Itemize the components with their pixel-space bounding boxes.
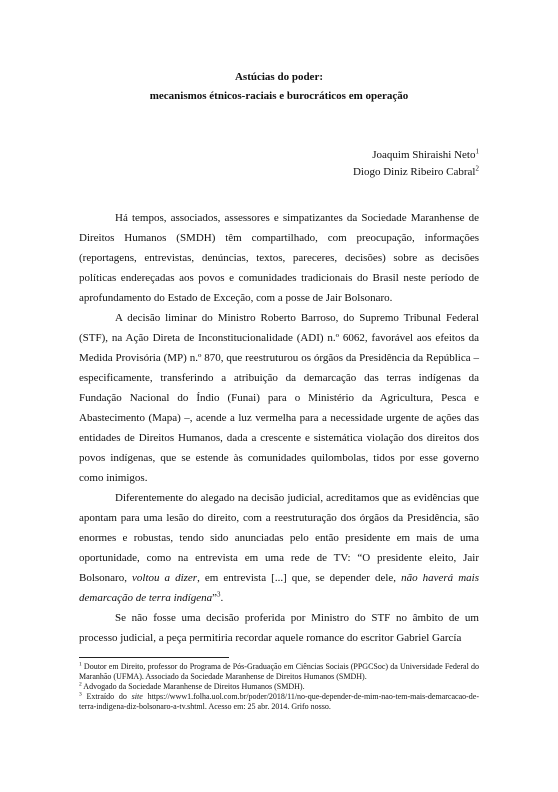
paragraph-4: Se não fosse uma decisão proferida por Ministro do STF no âmbito de um processo judicial, a peça permitiria recordar aquele romance do escritor Gabriel García	[79, 612, 479, 644]
paragraph-3-text-b: , em entrevista [...] que, se depender dele,	[197, 572, 402, 584]
footnote-ref-3[interactable]: 3	[216, 590, 221, 599]
footnote-3-mark: 3	[79, 691, 82, 698]
paragraph-3-end: .	[220, 592, 224, 604]
paragraph-1: Há tempos, associados, assessores e simpatizantes da Sociedade Maranhense de Direitos Humanos (SMDH) têm compartilhado, com preocupação, informações (reportagens, entrevistas, denúncias, textos, pareceres, decisões) sobre as decisões políticas endereçadas aos povos e comunidades tradicionais do Brasil neste período de aprofundamento do Estado de Exceção, com a posse de Jair Bolsonaro.	[79, 212, 479, 304]
paragraph-3	[79, 488, 479, 608]
footnote-2-text: Advogado da Sociedade Maranhense de Direitos Humanos (SMDH).	[81, 682, 305, 691]
footnote-1-text: Doutor em Direito, professor do Programa de Pós-Graduação em Ciências Sociais (PPGCSoc) da Universidade Federal do Maranhão (UFMA). Associado da Sociedade Maranhense de Direitos Humanos (SMDH).	[79, 662, 479, 681]
author-1-footnote-mark[interactable]: 1	[475, 147, 479, 156]
author-1-name: Joaquim Shiraishi Neto	[372, 149, 476, 161]
paragraph-3-text-a: Diferentemente do alegado na decisão judicial, acreditamos que as evidências que apontam para uma lesão do direito, com a reestruturação dos órgãos da Presidência, são enormes e robustas, tendo sido anunciadas pelo então presidente em mais de uma oportunidade, como na entrevista em uma rede de TV: “O presidente eleito, Jair Bolsonaro,	[79, 492, 479, 584]
footnote-3-text[interactable]: https://www1.folha.uol.com.br/poder/2018/11/no-que-depender-de-mim-nao-tem-mais-demarcacao-de-terra-indigena-diz-bolsonaro-a-tv.shtml. Acesso em: 25 abr. 2014. Grifo nosso.	[79, 692, 479, 711]
paragraph-3-italic-2: não haverá mais demarcação de terra indígena	[79, 572, 479, 604]
author-2-footnote-mark[interactable]: 2	[475, 164, 479, 173]
body-text	[79, 208, 479, 648]
footnote-1-mark: 1	[79, 661, 82, 668]
footnotes	[79, 662, 479, 712]
footnote-2	[79, 682, 479, 692]
footnote-3-pre: Extraído do	[81, 692, 132, 701]
paragraph-2: A decisão liminar do Ministro Roberto Barroso, do Supremo Tribunal Federal (STF), na Ação Direta de Inconstitucionalidade (ADI) n.º 6062, favorável aos efeitos da Medida Provisória (MP) n.º 870, que reestruturou os órgãos da Presidência da República – especificamente, transferindo a atribuição da demarcação das terras indígenas da Fundação Nacional do Índio (Funai) para o Ministério da Agricultura, Pesca e Abastecimento (Mapa) –, acende a luz vermelha para a necessidade urgente de ações das entidades de Direitos Humanos, dada a crescente e sistemática violação dos direitos dos povos indígenas, que se estende às comunidades quilombolas, tidos por esse governo como inimigos.	[79, 312, 479, 484]
footnote-1	[79, 662, 479, 682]
author-1	[372, 148, 479, 163]
author-2	[353, 165, 479, 180]
footnote-separator	[79, 657, 229, 658]
title-line-1: Astúcias do poder:	[234, 71, 323, 83]
footnote-2-mark: 2	[79, 681, 82, 688]
footnote-3-site: site	[131, 692, 143, 701]
author-2-name: Diogo Diniz Ribeiro Cabral	[352, 166, 476, 178]
footnote-3	[79, 692, 479, 712]
paragraph-3-italic-1: voltou a dizer	[132, 572, 198, 584]
title-line-2: mecanismos étnicos-raciais e burocráticos em operação	[149, 90, 409, 102]
paragraph-3-close-quote: ”	[212, 592, 217, 604]
